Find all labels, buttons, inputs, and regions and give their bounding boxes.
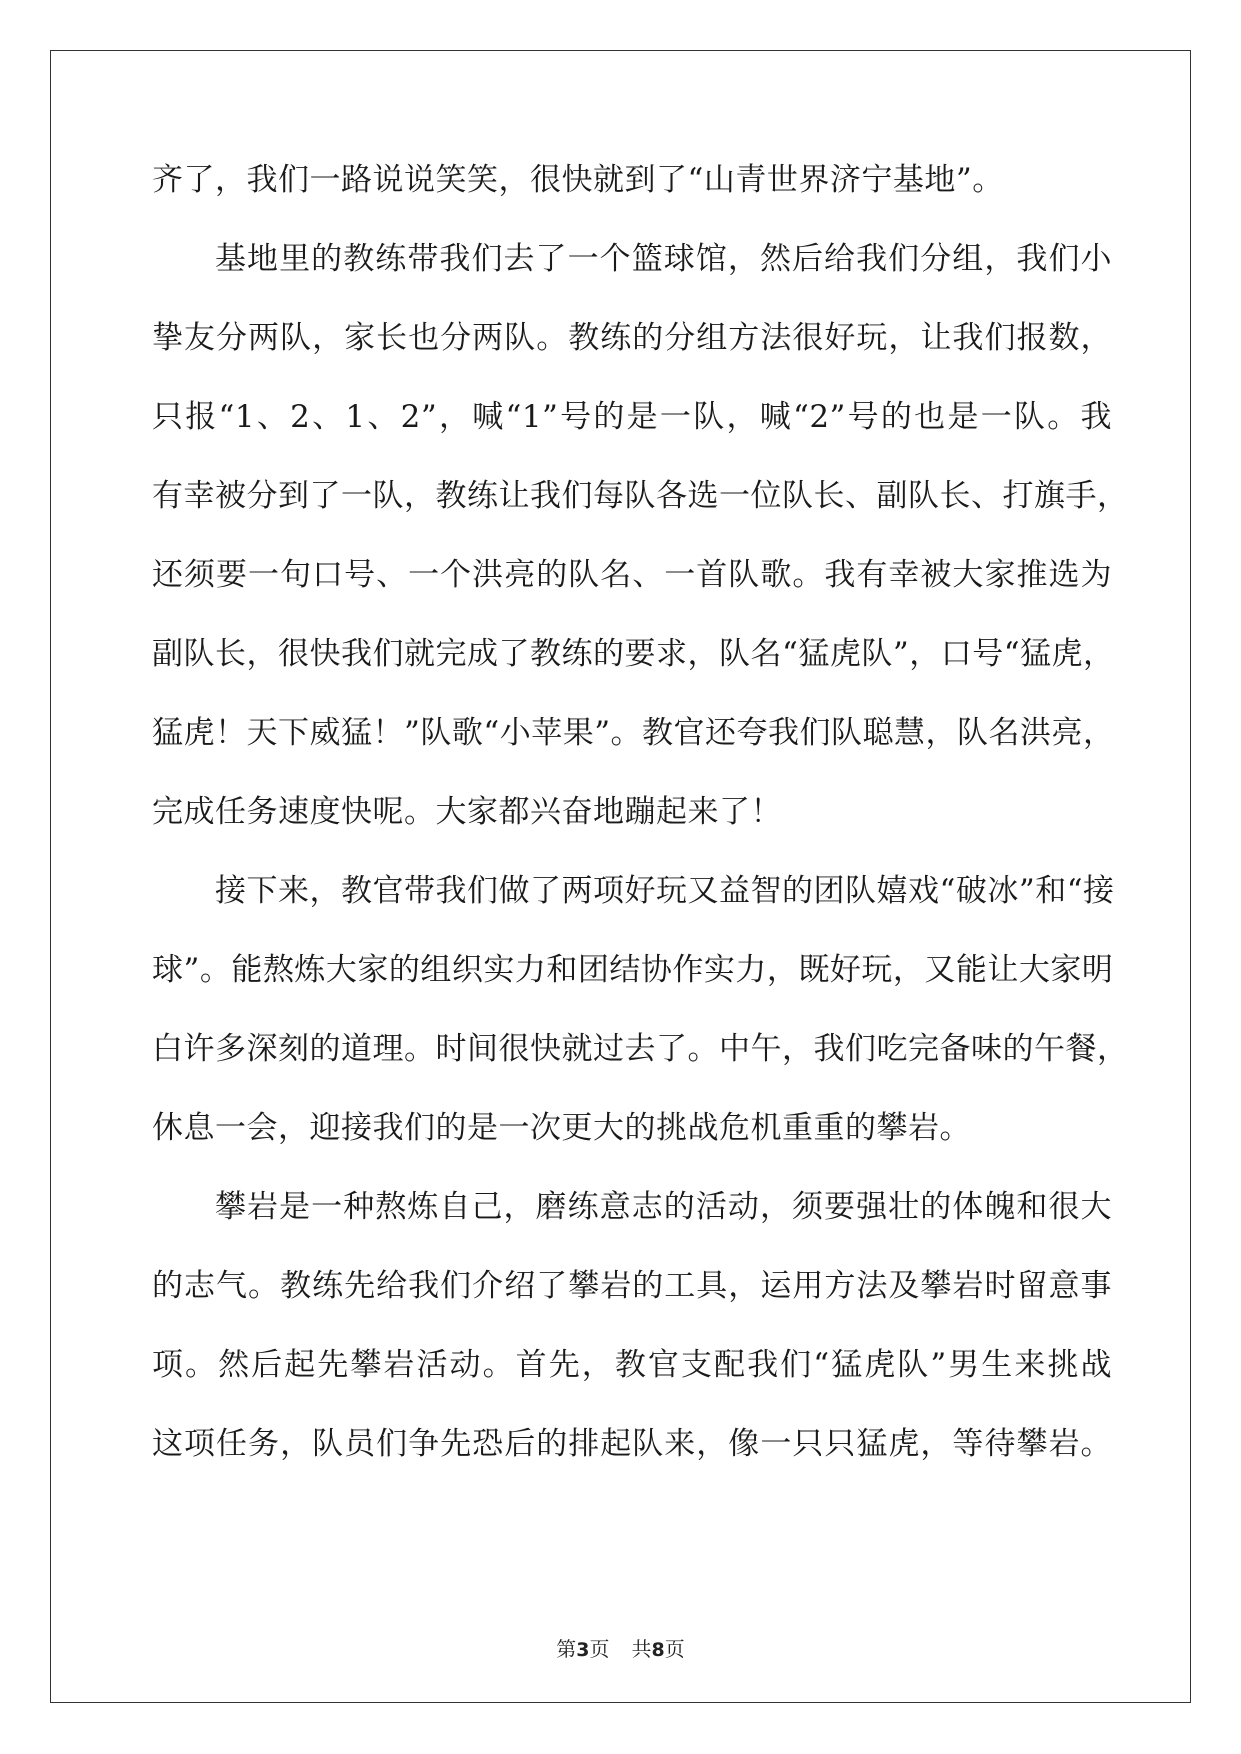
text-line: 还须要一句口号、一个洪亮的队名、一首队歌。我有幸被大家推选为: [152, 557, 1112, 593]
text-line: 完成任务速度快呢。大家都兴奋地蹦起来了！: [152, 794, 782, 830]
text-line: 这项任务，队员们争先恐后的排起队来，像一只只猛虎，等待攀岩。: [152, 1426, 1112, 1462]
text-line: 有幸被分到了一队，教练让我们每队各选一位队长、副队长、打旗手，: [152, 478, 1129, 514]
page-footer: [0, 1637, 1241, 1662]
text-line: 球”。能熬炼大家的组织实力和团结协作实力，既好玩，又能让大家明: [152, 952, 1114, 988]
footer-total-prefix: 共: [631, 1637, 652, 1661]
text-line: 白许多深刻的道理。时间很快就过去了。中午，我们吃完备味的午餐，: [152, 1031, 1129, 1067]
text-line: 齐了，我们一路说说笑笑，很快就到了“山青世界济宁基地”。: [152, 162, 1004, 198]
text-line: 挚友分两队，家长也分两队。教练的分组方法很好玩，让我们报数，: [152, 320, 1112, 356]
document-body: [152, 160, 1129, 1503]
text-line: 项。然后起先攀岩活动。首先，教官支配我们“猛虎队”男生来挑战: [152, 1347, 1112, 1383]
page-number: 3: [576, 1639, 590, 1661]
text-line: 猛虎！天下威猛！”队歌“小苹果”。教官还夸我们队聪慧，队名洪亮，: [152, 715, 1115, 751]
footer-page-suffix: 页: [589, 1637, 610, 1661]
text-line: 攀岩是一种熬炼自己，磨练意志的活动，须要强壮的体魄和很大: [215, 1189, 1112, 1225]
footer-total-suffix: 页: [664, 1637, 685, 1661]
text-line: 的志气。教练先给我们介绍了攀岩的工具，运用方法及攀岩时留意事: [152, 1268, 1112, 1304]
text-line: 休息一会，迎接我们的是一次更大的挑战危机重重的攀岩。: [152, 1110, 971, 1146]
text-line: 基地里的教练带我们去了一个篮球馆，然后给我们分组，我们小: [215, 241, 1112, 277]
footer-prefix: 第: [556, 1637, 577, 1661]
text-line: 接下来，教官带我们做了两项好玩又益智的团队嬉戏“破冰”和“接: [215, 873, 1115, 909]
text-line: 只报“1、2、1、2”，喊“1”号的是一队，喊“2”号的也是一队。我: [152, 399, 1112, 435]
total-pages: 8: [651, 1639, 665, 1661]
text-line: 副队长，很快我们就完成了教练的要求，队名“猛虎队”，口号“猛虎，: [152, 636, 1115, 672]
